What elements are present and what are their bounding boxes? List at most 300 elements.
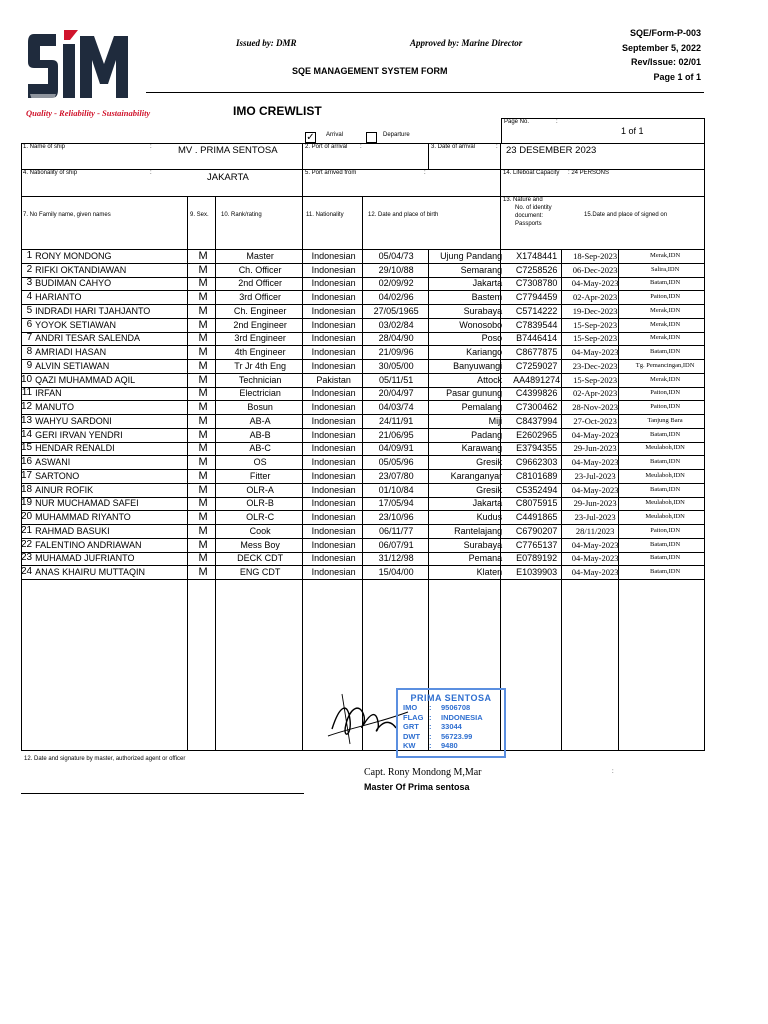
crew-passport: C7308780 (515, 278, 558, 289)
crew-signon-place: Paiton,IDN (650, 526, 681, 534)
arrival-label: Arrival (326, 132, 344, 138)
crew-birth-place: Gresik (476, 484, 503, 495)
crew-sex: M (198, 456, 208, 469)
table-row (21, 524, 707, 538)
crew-no: 19 (21, 497, 33, 509)
crew-birth-place: Ujung Pandang (440, 250, 503, 261)
stamp-row (403, 703, 504, 713)
crew-name: FALENTINO ANDRIAWAN (35, 539, 142, 550)
row-rule (21, 304, 705, 305)
crew-passport: C6790207 (515, 525, 558, 536)
crew-birth-date: 04/02/96 (378, 292, 414, 303)
row-rule (21, 524, 705, 525)
crew-no: 15 (21, 442, 33, 454)
crew-nationality: Indonesian (311, 498, 356, 509)
row-rule (21, 400, 705, 401)
crew-signon-date: 04-May-2023 (571, 278, 619, 289)
departure-label: Departure (383, 132, 410, 138)
crew-sex: M (198, 291, 208, 304)
crew-passport: C7300462 (515, 402, 558, 413)
crew-birth-date: 24/11/91 (378, 415, 414, 426)
master-name: Capt. Rony Mondong M,Mar (364, 767, 482, 778)
crew-signon-place: Merak,IDN (650, 320, 681, 328)
row-rule (21, 373, 705, 374)
crew-birth-date: 01/10/84 (378, 484, 414, 495)
crew-name: ANAS KHAIRU MUTTAQIN (35, 567, 145, 578)
table-row (21, 359, 707, 373)
crew-rank: Tr Jr 4th Eng (234, 360, 286, 371)
ship-stamp (396, 688, 506, 758)
stamp-key: DWT (403, 731, 421, 741)
crew-birth-date: 04/09/91 (378, 443, 414, 454)
crew-no: 16 (21, 456, 33, 468)
stamp-colon: : (429, 731, 432, 741)
crew-name: YOYOK SETIAWAN (35, 319, 116, 330)
crew-nationality: Indonesian (311, 402, 356, 413)
form-revision: Rev/Issue: 02/01 (630, 57, 701, 67)
row-rule (21, 579, 705, 580)
crew-name: IRFAN (35, 388, 62, 399)
stamp-title: PRIMA SENTOSA (410, 693, 492, 703)
departure-checkbox[interactable] (366, 132, 377, 143)
crew-signon-place: Batam,IDN (650, 430, 681, 438)
crew-passport: C7794459 (515, 292, 558, 303)
crew-birth-place: Gresik (476, 457, 503, 468)
crew-passport: E1039903 (516, 567, 558, 578)
crew-birth-date: 06/07/91 (378, 539, 414, 550)
crew-sex: M (198, 414, 208, 427)
crew-no: 17 (21, 469, 33, 481)
crew-name: AMRIADI HASAN (35, 347, 107, 358)
stamp-row (403, 732, 504, 742)
crew-rank: Electrician (239, 388, 281, 399)
crew-no: 20 (21, 511, 33, 523)
crew-rank: Bosun (247, 402, 273, 413)
crew-signon-date: 23-Jul-2023 (574, 470, 616, 481)
crew-rank: Ch. Officer (238, 264, 282, 275)
table-row (21, 318, 707, 332)
crew-birth-place: Bastem (471, 292, 503, 303)
crew-no: 10 (21, 373, 33, 385)
crew-nationality: Indonesian (311, 553, 356, 564)
crew-birth-date: 06/11/77 (378, 525, 414, 536)
row-rule (21, 538, 705, 539)
divider (428, 143, 429, 170)
crew-birth-place: Attock (477, 374, 503, 385)
crew-name: HENDAR RENALDI (35, 443, 115, 454)
crew-signon-date: 19-Dec-2023 (572, 305, 618, 316)
table-row (21, 290, 707, 304)
form-number: SQE/Form-P-003 (629, 28, 701, 38)
stamp-row (403, 713, 504, 723)
stamp-colon: : (429, 722, 432, 731)
crew-signon-place: Meulaboh,IDN (645, 499, 685, 507)
row-rule (21, 359, 705, 360)
crew-rank: OLR-C (246, 512, 275, 523)
crew-nationality: Indonesian (311, 292, 356, 303)
master-title: Master Of Prima sentosa (364, 782, 470, 792)
table-row (21, 263, 707, 277)
crew-passport: C7259027 (515, 360, 558, 371)
crew-name: INDRADI HARI TJAHJANTO (35, 305, 151, 316)
crew-signon-date: 04-May-2023 (571, 457, 619, 468)
crew-sex: M (198, 346, 208, 359)
crew-nationality: Indonesian (311, 415, 356, 426)
row-rule (21, 497, 705, 498)
crew-sex: M (198, 401, 208, 414)
crew-signon-date: 28/11/2023 (575, 525, 615, 536)
crew-signon-place: Merak,IDN (650, 251, 681, 259)
crew-rank: OLR-A (246, 484, 274, 495)
table-row (21, 442, 707, 456)
stamp-value: 33044 (441, 722, 462, 731)
crew-signon-date: 04-May-2023 (571, 429, 619, 440)
crew-signon-date: 15-Sep-2023 (573, 333, 618, 344)
crew-nationality: Indonesian (311, 484, 356, 495)
arrival-checkbox[interactable]: ✓ (306, 132, 315, 143)
crew-nationality: Indonesian (311, 388, 356, 399)
row-rule (21, 483, 705, 484)
identity-line-3: document: (515, 213, 544, 219)
crew-signon-date: 23-Dec-2023 (572, 360, 618, 371)
crew-signon-place: Paiton,IDN (650, 389, 681, 397)
crew-birth-place: Kudus (476, 512, 503, 523)
crew-birth-date: 27/05/1965 (373, 305, 419, 316)
crew-birth-place: Pasar gunung (446, 388, 503, 399)
row-rule (21, 552, 705, 553)
crew-nationality: Pakistan (316, 374, 351, 385)
crew-signon-date: 18-Sep-2023 (573, 250, 618, 261)
crew-birth-date: 17/05/94 (378, 498, 414, 509)
crew-rank: AB-A (249, 415, 271, 426)
crew-birth-date: 05/11/51 (378, 374, 414, 385)
system-form-title: SQE MANAGEMENT SYSTEM FORM (292, 66, 448, 76)
crew-nationality: Indonesian (311, 347, 356, 358)
port-arrived-from-label: 5. Port arrived from (305, 170, 357, 176)
crew-birth-place: Surabaya (463, 539, 503, 550)
stamp-key: GRT (403, 722, 419, 731)
crew-signon-place: Tg. Pemancingan,IDN (635, 361, 695, 369)
crew-rank: Ch. Engineer (233, 305, 287, 316)
crew-sex: M (198, 332, 208, 345)
crew-birth-date: 04/03/74 (378, 402, 414, 413)
row-rule (21, 387, 705, 388)
crew-signon-date: 15-Sep-2023 (573, 319, 618, 330)
table-row (21, 565, 707, 579)
crew-birth-place: Wonosobo (459, 319, 503, 330)
crew-signon-date: 04-May-2023 (571, 539, 619, 550)
stamp-colon: : (429, 741, 432, 750)
crew-signon-date: 29-Jun-2023 (573, 443, 617, 454)
stamp-value: 9506708 (441, 703, 471, 712)
crew-sex: M (198, 428, 208, 441)
crew-signon-date: 02-Apr-2023 (573, 388, 618, 399)
col-header-identity (503, 196, 552, 228)
ship-info-row (21, 143, 705, 170)
crew-birth-place: Jakarta (472, 498, 503, 509)
page-no-label: Page No. (504, 119, 530, 125)
stamp-key: IMO (403, 703, 418, 712)
crew-birth-place: Jakarta (472, 278, 503, 289)
crew-signon-place: Batam,IDN (650, 279, 681, 287)
date-of-arrival-label: 3. Date of arrival (431, 144, 476, 150)
crew-birth-date: 31/12/98 (378, 553, 414, 564)
crew-birth-date: 05/04/73 (378, 250, 414, 261)
row-rule (21, 318, 705, 319)
crew-birth-date: 15/04/00 (378, 567, 414, 578)
row-rule (21, 442, 705, 443)
crew-birth-place: Miji (488, 415, 503, 426)
nationality-value: JAKARTA (207, 172, 249, 183)
crew-sex: M (198, 483, 208, 496)
crew-no: 21 (21, 524, 33, 536)
crew-sex: M (198, 442, 208, 455)
crew-sex: M (198, 524, 208, 537)
row-rule (21, 414, 705, 415)
crew-birth-place: Karanganyar (450, 470, 503, 481)
crew-passport: X1748441 (516, 250, 558, 261)
crew-signon-place: Batam,IDN (650, 458, 681, 466)
crew-no: 18 (21, 483, 33, 495)
crew-nationality: Indonesian (311, 264, 356, 275)
crew-rank: 2nd Engineer (233, 319, 287, 330)
crew-birth-date: 23/07/80 (378, 470, 414, 481)
col-header-rank: 10. Rank/rating (221, 212, 262, 218)
crew-birth-place: Pemana (468, 553, 503, 564)
crew-rank: 2nd Officer (238, 278, 283, 289)
approved-by: Approved by: Marine Director (410, 38, 523, 48)
crew-signon-place: Paiton,IDN (650, 293, 681, 301)
crew-passport: C8437994 (515, 415, 558, 426)
table-row (21, 400, 707, 414)
crew-sex: M (198, 263, 208, 276)
crew-birth-place: Karawang (461, 443, 503, 454)
crew-signon-date: 27-Oct-2023 (573, 415, 617, 426)
page-no-colon: : (556, 119, 558, 125)
crew-passport: C4399826 (515, 388, 558, 399)
crew-passport: AA4891274 (513, 374, 561, 385)
crew-passport: C4491865 (515, 512, 558, 523)
crew-sex: M (198, 277, 208, 290)
crew-birth-date: 30/05/00 (378, 360, 414, 371)
name-of-ship-colon: : (150, 144, 152, 150)
crew-no: 13 (21, 414, 33, 426)
crew-name: SARTONO (35, 470, 80, 481)
crew-birth-place: Rantelajang (454, 525, 503, 536)
crew-signon-date: 04-May-2023 (571, 347, 619, 358)
crew-signon-date: 04-May-2023 (571, 484, 619, 495)
row-rule (21, 290, 705, 291)
crew-birth-place: Semarang (460, 264, 503, 275)
lifeboat-label: 14. Lifeboat Capacity (503, 170, 560, 176)
crew-no: 5 (26, 304, 33, 316)
table-row (21, 455, 707, 469)
crew-name: AINUR ROFIK (35, 484, 94, 495)
crew-passport: B7446414 (516, 333, 558, 344)
crew-birth-place: Poso (481, 333, 503, 344)
crew-name: ANDRI TESAR SALENDA (35, 333, 140, 344)
page-no-box (501, 118, 705, 144)
document-title: IMO CREWLIST (233, 104, 322, 118)
crew-signon-place: Tanjung Bara (647, 416, 683, 424)
crew-nationality: Indonesian (311, 512, 356, 523)
lifeboat-value: : 24 PERSONS (568, 170, 610, 176)
crew-rank: Cook (249, 525, 271, 536)
crew-passport: C7258526 (515, 264, 558, 275)
table-row (21, 387, 707, 401)
crew-rank: ENG CDT (239, 567, 281, 578)
crew-signon-place: Batam,IDN (650, 554, 681, 562)
name-of-ship-label: 1. Name of ship (23, 144, 66, 150)
crew-rank: 3rd Engineer (234, 333, 286, 344)
row-rule (21, 263, 705, 264)
table-row (21, 552, 707, 566)
crew-passport: E0789192 (516, 553, 558, 564)
col-header-birth: 12. Date and place of birth (368, 212, 439, 218)
table-row (21, 483, 707, 497)
crew-signon-place: Paiton,IDN (650, 403, 681, 411)
crew-signon-date: 06-Dec-2023 (572, 264, 618, 275)
crew-nationality: Indonesian (311, 457, 356, 468)
date-of-arrival-colon: : (496, 144, 498, 150)
crew-name: NUR MUCHAMAD SAFEI (35, 498, 139, 509)
row-rule (21, 469, 705, 470)
name-of-ship-value: MV . PRIMA SENTOSA (178, 145, 278, 156)
identity-line-1: 13. Nature and (503, 197, 543, 203)
row-rule (21, 345, 705, 346)
col-header-name: 7. No Family name, given names (23, 212, 111, 218)
crew-no: 23 (21, 552, 33, 564)
header-rule (146, 92, 704, 93)
signature-label: 12. Date and signature by master, authorized agent or officer (24, 756, 186, 762)
crew-nationality: Indonesian (311, 305, 356, 316)
row-rule (21, 510, 705, 511)
crew-nationality: Indonesian (311, 567, 356, 578)
crew-nationality: Indonesian (311, 360, 356, 371)
crew-birth-date: 02/09/92 (378, 278, 414, 289)
crew-birth-place: Banyuwangi (453, 360, 503, 371)
signature-line (21, 793, 304, 794)
page-no-value: 1 of 1 (621, 126, 644, 136)
col-header-signed-on: 15.Date and place of signed on (584, 212, 668, 218)
crew-no: 9 (26, 359, 33, 371)
crew-sex: M (198, 469, 208, 482)
table-row (21, 345, 707, 359)
crew-no: 3 (26, 277, 33, 289)
crew-passport: E2602965 (516, 429, 558, 440)
company-logo (26, 28, 151, 120)
crew-nationality: Indonesian (311, 525, 356, 536)
table-row (21, 538, 707, 552)
crew-signon-date: 28-Nov-2023 (572, 402, 619, 413)
crew-no: 6 (26, 318, 33, 330)
table-row (21, 304, 707, 318)
crew-sex: M (198, 511, 208, 524)
divider (302, 143, 303, 197)
crew-nationality: Indonesian (311, 278, 356, 289)
stamp-key: FLAG (403, 712, 424, 722)
crew-rank: 3rd Officer (239, 292, 282, 303)
crew-signon-date: 23-Jul-2023 (574, 512, 616, 523)
crew-signon-place: Merak,IDN (650, 334, 681, 342)
row-rule (21, 428, 705, 429)
crew-signon-date: 02-Apr-2023 (573, 292, 618, 303)
crew-sex: M (198, 387, 208, 400)
crew-sex: M (198, 552, 208, 565)
date-of-arrival-value: 23 DESEMBER 2023 (506, 145, 597, 156)
crew-birth-date: 23/10/96 (378, 512, 414, 523)
crew-sex: M (198, 373, 208, 386)
row-rule (21, 455, 705, 456)
port-arrived-from-colon: : (424, 170, 426, 176)
table-row (21, 277, 707, 291)
stamp-value: 9480 (441, 741, 458, 750)
form-date: September 5, 2022 (621, 42, 701, 53)
table-row (21, 497, 707, 511)
table-row (21, 469, 707, 483)
table-row (21, 249, 707, 263)
crew-birth-date: 03/02/84 (378, 319, 414, 330)
col-header-sex: 9. Sex. (190, 212, 209, 218)
crew-passport: C8075915 (515, 498, 558, 509)
nationality-label: 4. Nationality of ship (23, 170, 78, 176)
col-header-nationality: 11. Nationality (306, 212, 344, 218)
crew-name: BUDIMAN CAHYO (35, 278, 112, 289)
crew-rank: Fitter (249, 470, 271, 481)
crew-birth-date: 05/05/96 (378, 457, 414, 468)
crew-signon-place: Batam,IDN (650, 485, 681, 493)
crew-birth-date: 28/04/90 (378, 333, 414, 344)
crew-birth-date: 21/06/95 (378, 429, 414, 440)
crew-sex: M (198, 318, 208, 331)
crew-name: GERI IRVAN YENDRI (35, 429, 123, 440)
crew-signon-place: Merak,IDN (650, 306, 681, 314)
crew-signon-place: Meulaboh,IDN (645, 513, 685, 521)
crew-name: HARIANTO (35, 292, 82, 303)
crew-no: 24 (21, 566, 33, 578)
crew-no: 11 (21, 387, 33, 399)
crew-rank: AB-C (249, 443, 271, 454)
stamp-value: 56723.99 (441, 731, 473, 741)
crew-name: ALVIN SETIAWAN (35, 360, 110, 371)
crew-rank: AB-B (249, 429, 271, 440)
crew-signon-place: Salira,IDN (650, 265, 680, 273)
crew-signon-place: Merak,IDN (650, 375, 681, 383)
stamp-rows (403, 703, 504, 751)
crew-signon-place: Batam,IDN (650, 348, 681, 356)
crew-passport: C5714222 (515, 305, 558, 316)
crew-rank: 4th Engineer (234, 347, 286, 358)
port-of-arrival-colon: : (360, 144, 362, 150)
crew-name: RAHMAD BASUKI (35, 525, 110, 536)
crew-passport: C9662303 (515, 457, 558, 468)
crew-nationality: Indonesian (311, 443, 356, 454)
row-rule (21, 565, 705, 566)
crew-nationality: Indonesian (311, 250, 356, 261)
crew-no: 1 (26, 249, 33, 261)
nationality-colon: : (150, 170, 152, 176)
stamp-colon: : (429, 712, 432, 722)
crew-rank: DECK CDT (237, 553, 284, 564)
crew-name: RONY MONDONG (35, 250, 112, 261)
row-rule (21, 332, 705, 333)
table-row (21, 373, 707, 387)
crew-no: 2 (26, 263, 33, 275)
crew-no: 4 (26, 291, 33, 303)
stamp-row (403, 722, 504, 732)
crew-birth-place: Pemalang (461, 402, 503, 413)
crew-signon-date: 15-Sep-2023 (573, 374, 618, 385)
